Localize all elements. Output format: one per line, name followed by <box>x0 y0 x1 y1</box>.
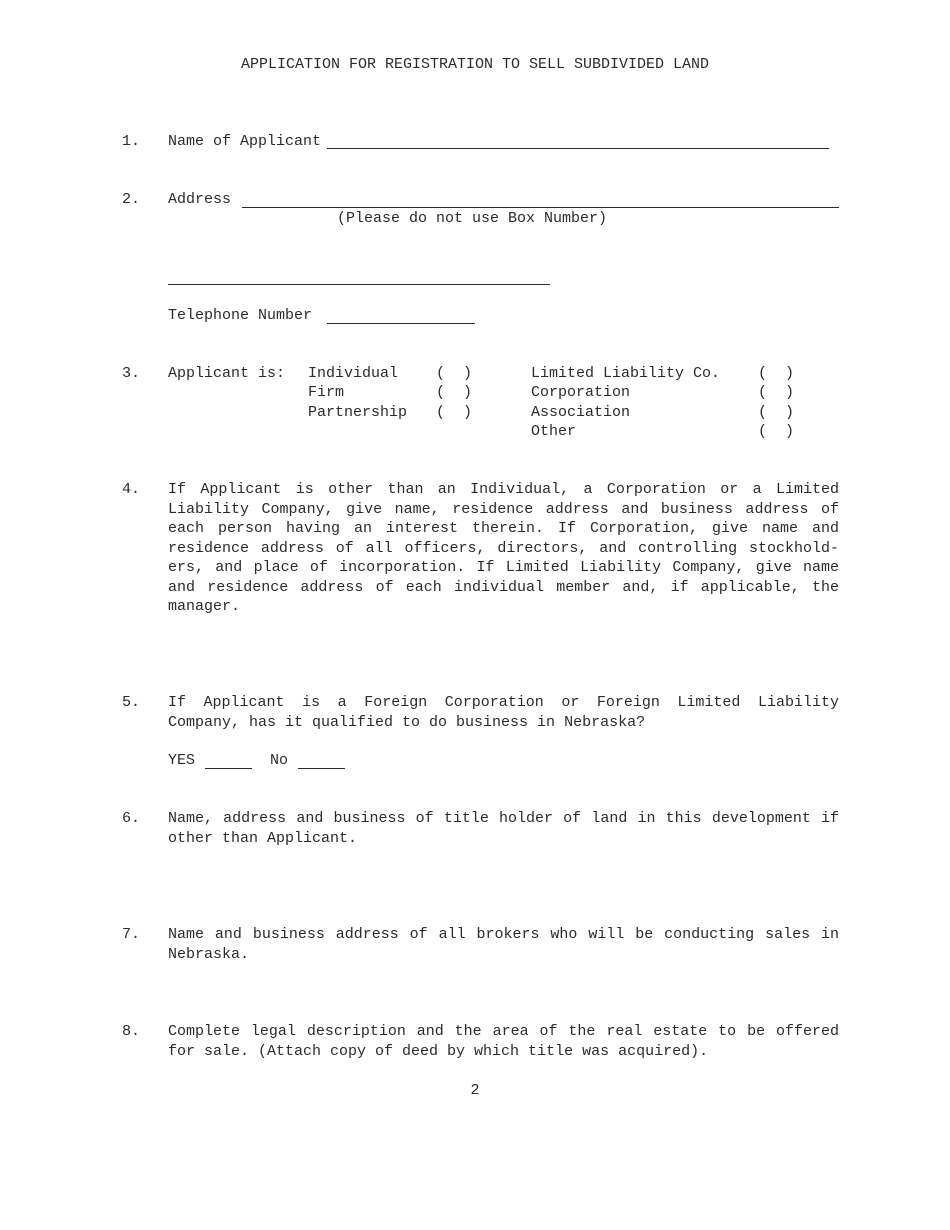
address-label: Address <box>168 191 232 208</box>
option-individual-label: Individual <box>308 365 399 382</box>
applicant-type-label: Applicant is: <box>168 365 286 382</box>
name-of-applicant-field[interactable] <box>327 148 829 149</box>
yes-label: YES <box>168 752 196 769</box>
address-hint: (Please do not use Box Number) <box>337 210 608 227</box>
option-llc-checkbox[interactable]: ( ) <box>758 365 795 382</box>
item-4-text <box>168 480 839 617</box>
item-4-line: ers, and place of incorporation. If Limited Liability Company, give name <box>168 559 839 576</box>
option-partnership-checkbox[interactable]: ( ) <box>436 404 473 421</box>
item-4-line: residence address of all officers, directors, and controlling stockhold- <box>168 539 839 557</box>
item-4-line: and residence address of each individual member and, if applicable, the <box>168 578 839 596</box>
name-of-applicant-label: Name of Applicant <box>168 133 322 150</box>
item-6-text <box>168 809 839 848</box>
option-llc-label: Limited Liability Co. <box>531 365 721 382</box>
telephone-label: Telephone Number <box>168 307 313 324</box>
yes-field[interactable] <box>205 768 252 769</box>
item-8-line: Complete legal description and the area of the real estate to be offered <box>168 1023 839 1040</box>
item-4-line: each person having an interest therein. If Corporation, give name and <box>168 520 839 537</box>
item-6-line: Name, address and business of title holder of land in this development if <box>168 810 839 827</box>
option-corporation-label: Corporation <box>531 384 631 401</box>
item-number-1: 1. <box>122 133 141 150</box>
option-partnership-label: Partnership <box>308 404 408 421</box>
item-7-line: Name and business address of all brokers who will be conducting sales in <box>168 926 839 943</box>
option-corporation-checkbox[interactable]: ( ) <box>758 384 795 401</box>
option-other-checkbox[interactable]: ( ) <box>758 423 795 440</box>
item-number-7: 7. <box>122 926 141 943</box>
item-8-text <box>168 1022 839 1061</box>
option-other-label: Other <box>531 423 577 440</box>
address-field-line-1[interactable] <box>242 207 839 208</box>
option-association-label: Association <box>531 404 631 421</box>
address-field-line-2[interactable] <box>168 284 550 285</box>
telephone-field[interactable] <box>327 323 475 324</box>
option-firm-label: Firm <box>308 384 345 401</box>
page-title: APPLICATION FOR REGISTRATION TO SELL SUBDIVIDED LAND <box>240 56 710 73</box>
item-4-line: If Applicant is other than an Individual, a Corporation or a Limited <box>168 481 839 498</box>
item-number-3: 3. <box>122 365 141 382</box>
item-number-5: 5. <box>122 694 141 711</box>
item-number-2: 2. <box>122 191 141 208</box>
item-number-6: 6. <box>122 810 141 827</box>
item-number-4: 4. <box>122 481 141 498</box>
item-5-line: Company, has it qualified to do business in Nebraska? <box>168 713 646 731</box>
option-individual-checkbox[interactable]: ( ) <box>436 365 473 382</box>
item-number-8: 8. <box>122 1023 141 1040</box>
item-5-line: If Applicant is a Foreign Corporation or Foreign Limited Liability <box>168 694 839 711</box>
item-4-line: manager. <box>168 598 241 615</box>
item-6-line: other than Applicant. <box>168 829 358 847</box>
no-label: No <box>270 752 289 769</box>
item-8-line: for sale. (Attach copy of deed by which title was acquired). <box>168 1042 709 1060</box>
item-7-line: Nebraska. <box>168 945 250 963</box>
option-association-checkbox[interactable]: ( ) <box>758 404 795 421</box>
item-7-text <box>168 925 839 964</box>
item-4-line: Liability Company, give name, residence address and business address of <box>168 500 839 518</box>
option-firm-checkbox[interactable]: ( ) <box>436 384 473 401</box>
item-5-text <box>168 693 839 732</box>
page-number: 2 <box>470 1082 480 1099</box>
no-field[interactable] <box>298 768 345 769</box>
